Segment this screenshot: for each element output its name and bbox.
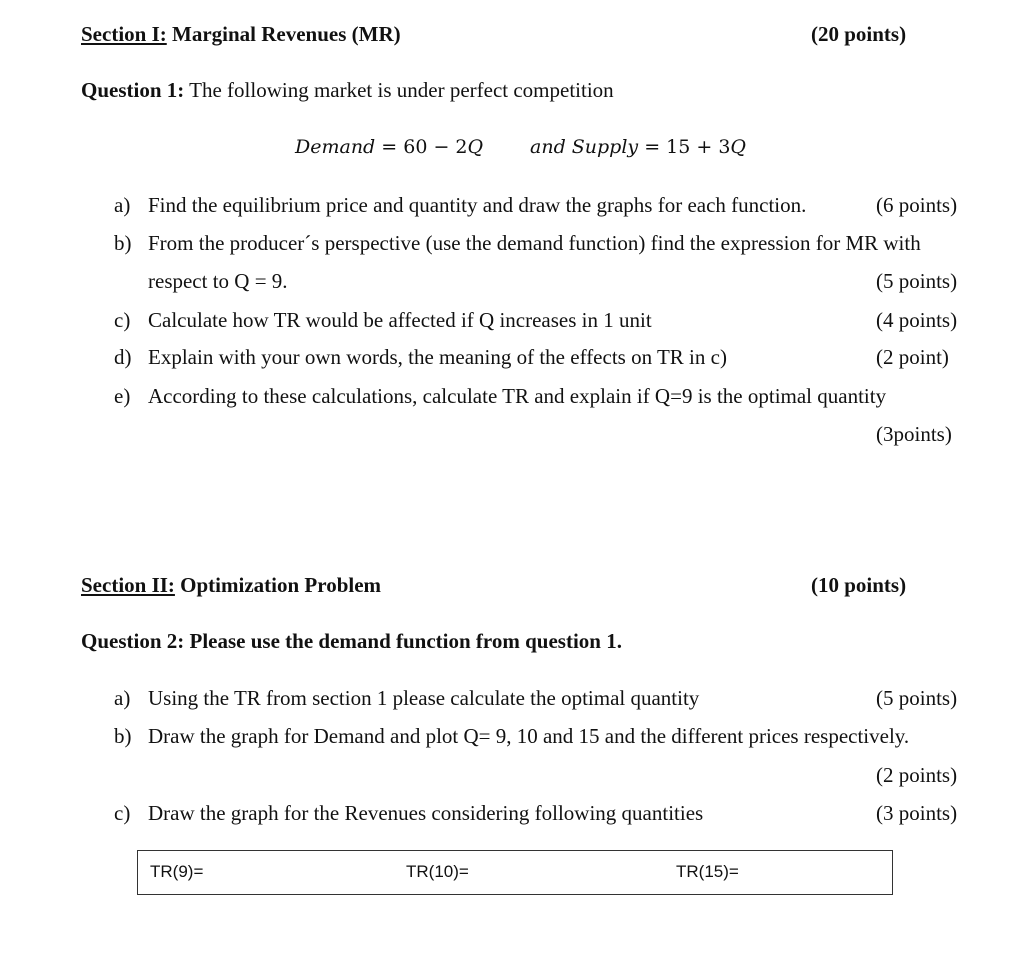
q1-item-b-letter: b) — [114, 231, 132, 255]
tr-10-label: TR(10)= — [406, 862, 469, 881]
question-1-label: Question 1: — [81, 78, 185, 102]
supply-variable: Q — [730, 136, 746, 158]
q1-item-b-text: From the producer´s perspective (use the demand function) find the expression for MR with — [148, 231, 921, 255]
q1-item-e-text: According to these calculations, calculate TR and explain if Q=9 is the optimal quantity — [148, 384, 887, 408]
section-1-title: Marginal Revenues (MR) — [166, 22, 401, 46]
q1-item-b-continuation: respect to Q = 9. — [148, 269, 288, 293]
q2-item-b-letter: b) — [114, 724, 132, 748]
question-1-prompt — [81, 80, 614, 101]
q1-item-a-letter: a) — [114, 193, 131, 217]
q1-item-c-points: (4 points) — [876, 308, 958, 332]
demand-expression: = 60 − 2 — [375, 136, 468, 158]
question-1-text: The following market is under perfect competition — [184, 78, 614, 102]
supply-equation — [530, 138, 746, 157]
section-1-heading — [81, 24, 401, 45]
section-1-points: (20 points) — [811, 22, 907, 46]
q2-item-a-text: Using the TR from section 1 please calculate the optimal quantity — [148, 686, 700, 710]
q2-item-a-letter: a) — [114, 686, 131, 710]
section-2-heading — [81, 575, 381, 596]
q1-item-e-letter: e) — [114, 384, 131, 408]
q2-item-b-text: Draw the graph for Demand and plot Q= 9, 10 and 15 and the different prices respectively. — [148, 724, 910, 748]
section-1-label: Section I: — [81, 22, 167, 46]
q1-item-d-letter: d) — [114, 345, 132, 369]
tr-15-label: TR(15)= — [676, 862, 739, 881]
demand-equation — [295, 138, 483, 157]
supply-expression: = 15 + 3 — [638, 136, 731, 158]
demand-label: Demand — [295, 136, 376, 158]
q1-item-a-text: Find the equilibrium price and quantity and draw the graphs for each function. — [148, 193, 807, 217]
q1-item-e-points: (3points) — [876, 422, 952, 446]
tr-9-label: TR(9)= — [150, 862, 204, 881]
q1-item-d-points: (2 point) — [876, 345, 949, 369]
section-2-label: Section II: — [81, 573, 175, 597]
q2-item-c-text: Draw the graph for the Revenues considering following quantities — [148, 801, 704, 825]
tr-answer-box — [137, 850, 893, 895]
q1-item-a-points: (6 points) — [876, 193, 958, 217]
q1-item-c-text: Calculate how TR would be affected if Q increases in 1 unit — [148, 308, 652, 332]
question-2-prompt: Question 2: Please use the demand function from question 1. — [81, 629, 622, 653]
q1-item-b-points: (5 points) — [876, 269, 958, 293]
supply-label: and Supply — [530, 136, 639, 158]
q2-item-a-points: (5 points) — [876, 686, 958, 710]
q1-item-c-letter: c) — [114, 308, 131, 332]
q2-item-c-points: (3 points) — [876, 801, 958, 825]
q2-item-c-letter: c) — [114, 801, 131, 825]
q2-item-b-points: (2 points) — [876, 763, 958, 787]
section-2-points: (10 points) — [811, 573, 907, 597]
demand-variable: Q — [467, 136, 484, 158]
q1-item-d-text: Explain with your own words, the meaning of the effects on TR in c) — [148, 345, 727, 369]
section-2-title: Optimization Problem — [174, 573, 382, 597]
